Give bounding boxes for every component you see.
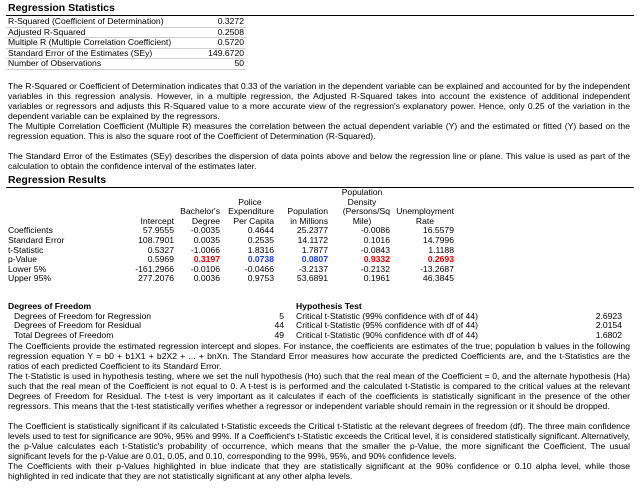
- degrees-of-freedom-title: Degrees of Freedom: [8, 301, 92, 311]
- critical-t-label: Critical t-Statistic (90% confidence with df of 44): [296, 329, 478, 340]
- column-header: Degree: [191, 215, 220, 226]
- table-row: [6, 38, 246, 49]
- coefficients-explanation: The Coefficients provide the estimated regression intercept and slopes. For instance, the coefficients are estimates of the true; population b values in the following regression equation Y = b0 + b1X1 + b2X2 + ... + bnXn. The Standard Error measures how accurate the predicted Coefficients are, and the t-Statistics are the ratios of each predicted Coefficient to its Standard Error.: [8, 341, 630, 371]
- t-statistic-explanation: The t-Statistic is used in hypothesis testing, where we set the null hypothesis (Ho) such that the real mean of the Coefficient = 0, and the alternate hypothesis (Ha) such that the real mean of the Coefficient is not equal to 0. A t-test is is performed and the calculated t-Statistic is compared to the critical values at the relevant Degrees of Freedom for Residual. The t-test is very important as it calculates if each of the coefficients is statistically significant in the presence of the other regressors. This means that the t-test statistically verifies whether a regressor or independent variable should remain in the regression or it should be dropped.: [8, 371, 630, 411]
- stat-value: 50: [182, 59, 246, 70]
- table-cell: 25.2377: [296, 225, 328, 236]
- pvalue-not-significant: 0.2693: [427, 254, 454, 265]
- table-cell: 0.5327: [147, 244, 174, 255]
- pvalue-highlight-explanation: The Coefficients with their p-Values highlighted in blue indicate that they are statistically significant at the 90% confidence or 0.10 alpha level, while those highlighted in red indicate that they are not statistically significant at any other alpha levels.: [8, 461, 630, 481]
- table-cell: 57.9555: [142, 225, 174, 236]
- table-cell: -13.2687: [420, 263, 454, 274]
- table-cell: 1.8316: [247, 244, 274, 255]
- critical-t-value: 2.6923: [595, 310, 622, 321]
- table-cell: -0.0466: [244, 263, 274, 274]
- table-cell: -0.0106: [190, 263, 220, 274]
- pvalue-not-significant: 0.3197: [193, 254, 220, 265]
- critical-t-label: Critical t-Statistic (95% confidence with df of 44): [296, 320, 478, 330]
- column-header: Mile): [352, 215, 372, 226]
- header-row: [6, 207, 457, 217]
- r-squared-explanation: The R-Squared or Coefficient of Determination indicates that 0.33 of the variation in the dependent variable can be explained and accounted for by the independent variables in this regression analysis. However, in a multiple regression, the Adjusted R-Squared takes into account the existence of additional independent variables or regressors and adjusts this R-Squared value to a more accurate view of the regression's explanatory power. Hence, only 0.25 of the variation in the dependent variable can be explained by the regressors.: [8, 81, 630, 121]
- table-cell: -0.2132: [360, 263, 390, 274]
- table-cell: 0.0035: [193, 234, 220, 245]
- table-cell: -3.2137: [298, 263, 328, 274]
- column-header: [99, 198, 177, 208]
- table-cell: 0.4644: [247, 225, 274, 236]
- row-label: p-Value: [8, 254, 37, 265]
- stat-label: R-Squared (Coefficient of Determination): [6, 17, 182, 27]
- table-cell: 108.7901: [138, 234, 174, 245]
- column-header: [99, 188, 177, 198]
- regression-results-table: [6, 188, 457, 284]
- significance-explanation: The Coefficient is statistically significant if its calculated t-Statistic exceeds the Critical t-Statistic at the relevant degrees of freedom (df). The three main confidence levels used to test for significance are 90%, 95% and 99%. If a Coefficient's t-Statistic exceeds the Critical level, it is considered statistically significant. Alternatively, the p-Value calculates each t-Statistic's probability of occurrence, which means that the smaller the p-Value, the more significant the Coefficient. The usual significant levels for the p-Value are 0.01, 0.05, and 0.10, corresponding to the 99%, 95%, and 90% confidence levels.: [8, 421, 630, 461]
- table-cell: 0.1961: [363, 273, 390, 284]
- standard-error-explanation: The Standard Error of the Estimates (SEy) describes the dispersion of data points above and below the regression line or plane. This value is used as part of the calculation to obtain the confidence interval of the estimates later.: [8, 151, 630, 171]
- pvalue-not-significant: 0.9332: [363, 254, 390, 265]
- column-header: (Persons/Sq: [342, 206, 390, 217]
- table-cell: -0.0086: [360, 225, 390, 236]
- table-cell: 0.1016: [363, 234, 390, 245]
- table-row: [6, 48, 246, 59]
- column-header: [393, 188, 457, 198]
- column-header: Population: [287, 206, 328, 217]
- table-cell: 0.2535: [247, 234, 274, 245]
- dof-label: Degrees of Freedom for Regression: [14, 310, 152, 321]
- row-label: t-Statistic: [8, 244, 44, 255]
- critical-t-value: 1.6802: [595, 329, 622, 340]
- table-cell: 16.5579: [422, 225, 454, 236]
- pvalue-significant: 0.0807: [301, 254, 328, 265]
- table-cell: 14.1172: [297, 234, 328, 245]
- table-row: [6, 274, 457, 284]
- column-header: Intercept: [140, 215, 174, 226]
- column-header: Rate: [415, 215, 435, 226]
- pvalue-significant: 0.0738: [247, 254, 274, 265]
- regression-statistics-table: [6, 17, 246, 70]
- stat-value: 149.6720: [182, 48, 246, 59]
- table-cell: 0.5969: [147, 254, 174, 265]
- column-header: Population: [341, 187, 383, 197]
- critical-t-value: 2.0154: [595, 320, 622, 330]
- dof-label: Total Degrees of Freedom: [14, 329, 114, 340]
- table-cell: 1.7877: [301, 244, 328, 255]
- regression-results-title: Regression Results: [8, 174, 107, 186]
- table-cell: 0.0036: [193, 273, 220, 284]
- stat-value: 0.3272: [182, 17, 246, 27]
- stat-value: 0.5720: [182, 38, 246, 49]
- table-cell: 1.1188: [428, 244, 454, 255]
- row-label: Coefficients: [8, 225, 53, 236]
- table-cell: 14.7996: [422, 234, 454, 245]
- table-row: [6, 27, 246, 38]
- dof-value: 44: [274, 320, 284, 330]
- table-row: [6, 17, 246, 27]
- table-cell: -161.2966: [135, 263, 174, 274]
- hypothesis-test-title: Hypothesis Test: [296, 301, 362, 311]
- table-cell: 53.6891: [296, 273, 328, 284]
- column-header: Expenditure: [228, 206, 274, 217]
- regression-statistics-title: Regression Statistics: [8, 2, 115, 14]
- critical-t-label: Critical t-Statistic (99% confidence with df of 44): [296, 310, 478, 321]
- column-header: [177, 188, 223, 198]
- stat-value: 0.2508: [182, 27, 246, 38]
- table-row: [6, 59, 246, 70]
- column-header: Per Capita: [233, 215, 274, 226]
- degrees-of-freedom-table: [6, 302, 286, 340]
- hypothesis-test-table: [294, 302, 624, 340]
- table-cell: -0.0035: [190, 225, 220, 236]
- table-row: [294, 331, 624, 341]
- dof-label: Degrees of Freedom for Residual: [14, 320, 142, 330]
- table-cell: -1.0066: [190, 244, 220, 255]
- row-label: Standard Error: [8, 234, 65, 245]
- header-row: [6, 188, 457, 198]
- column-header: [277, 188, 331, 198]
- table-cell: 277.2076: [138, 273, 174, 284]
- table-row: [6, 331, 286, 341]
- column-header: Unemployment: [396, 206, 454, 217]
- table-cell: 0.9753: [247, 273, 274, 284]
- multiple-r-explanation: The Multiple Correlation Coefficient (Multiple R) measures the correlation between the actual dependent variable (Y) and the estimated or fitted (Y) based on the regression equation. This is also the square root of the Coefficient of Determination (R-Squared).: [8, 121, 630, 141]
- row-label: Upper 95%: [8, 273, 51, 284]
- table-cell: -0.0843: [360, 244, 390, 255]
- table-cell: 46.3845: [422, 273, 454, 284]
- stat-label: Multiple R (Multiple Correlation Coefficient): [6, 38, 182, 49]
- dof-value: 5: [279, 310, 284, 321]
- column-header: Bachelor's: [180, 206, 220, 217]
- column-header: in Millions: [290, 215, 328, 226]
- row-label: Lower 5%: [8, 263, 47, 274]
- stat-label: Standard Error of the Estimates (SEy): [6, 48, 182, 59]
- stat-label: Adjusted R-Squared: [6, 27, 182, 38]
- dof-value: 49: [274, 329, 284, 340]
- column-header: Police: [238, 196, 262, 207]
- stat-label: Number of Observations: [6, 59, 182, 70]
- column-header: Density: [347, 196, 377, 207]
